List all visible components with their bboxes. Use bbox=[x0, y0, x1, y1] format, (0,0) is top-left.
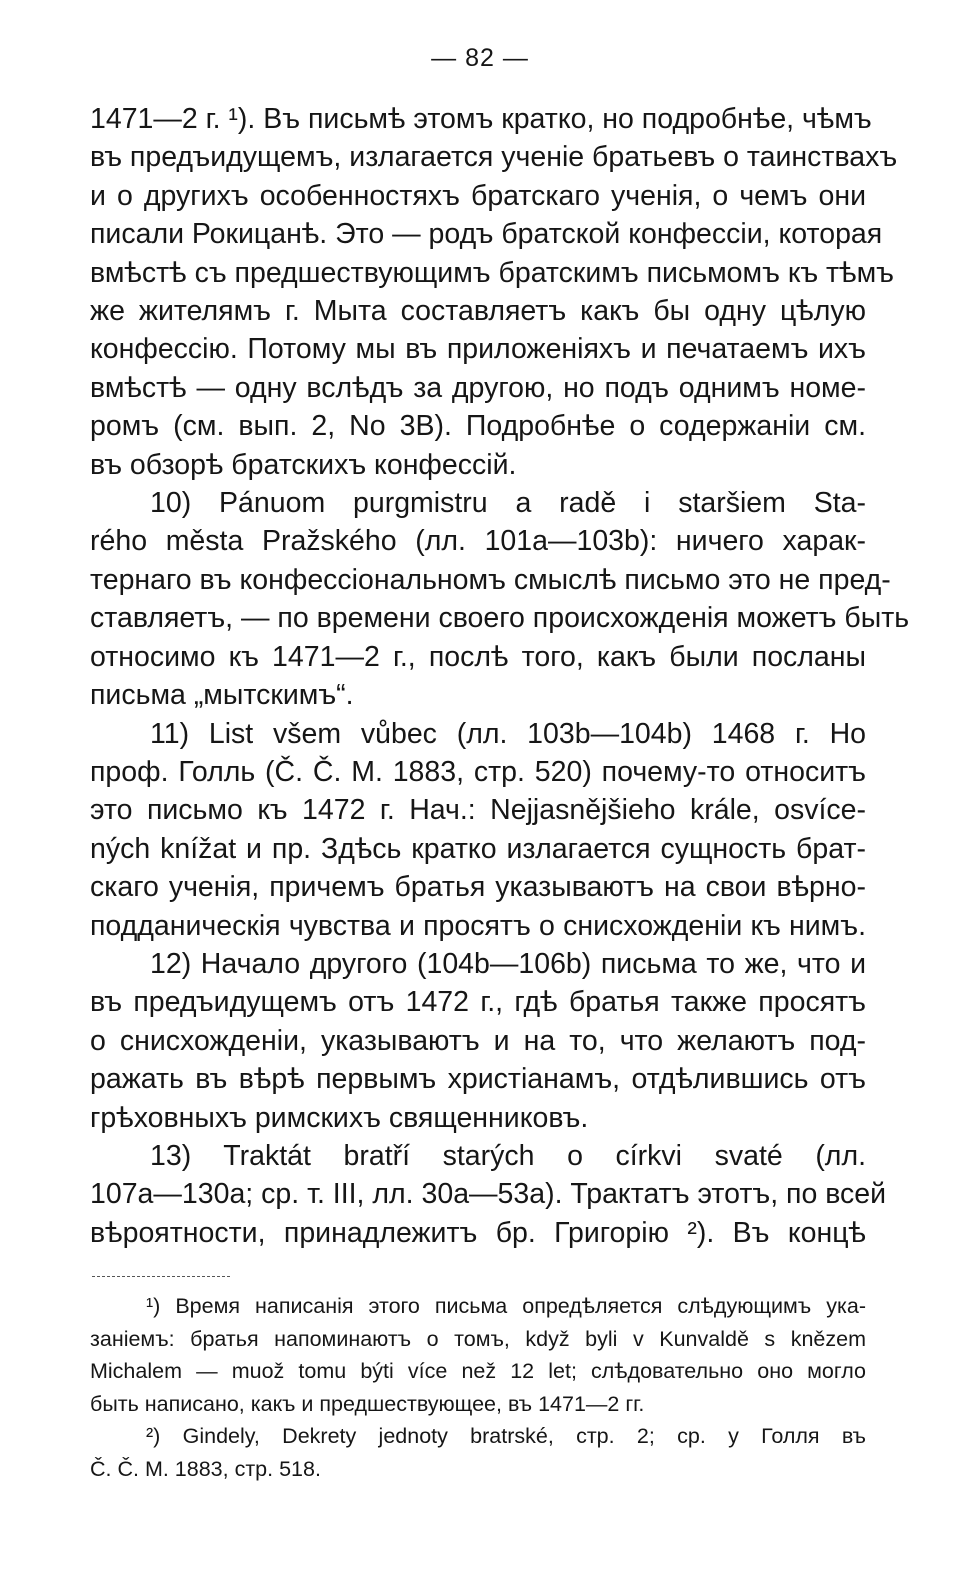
text-line: относимо къ 1471—2 г., послѣ того, какъ были посланы bbox=[90, 640, 866, 673]
text-line: въ предъидущемъ отъ 1472 г., гдѣ братья также просятъ bbox=[90, 986, 866, 1019]
text-line: ných knížat и пр. Здѣсь кратко излагается сущность брат- bbox=[90, 832, 866, 865]
paragraph-continuation bbox=[90, 100, 898, 484]
footnote-line: Č. Č. M. 1883, стр. 518. bbox=[90, 1456, 321, 1481]
text-line: вмѣстѣ — одну вслѣдъ за другою, но подъ однимъ номе- bbox=[90, 371, 866, 404]
text-line: скаго ученія, причемъ братья указываютъ на свои вѣрно- bbox=[90, 871, 866, 904]
text-line: и о другихъ особенностяхъ братскаго ученія, о чемъ они bbox=[90, 179, 866, 212]
text-line: ражать въ вѣрѣ первымъ христіанамъ, отдѣлившись отъ bbox=[90, 1063, 866, 1096]
footnote-divider bbox=[92, 1276, 230, 1277]
page-number: — 82 — bbox=[431, 44, 529, 72]
footnote-line: заніемъ: братья напоминаютъ о томъ, když byli v Kunvaldě s knězem bbox=[90, 1326, 866, 1351]
text-line: вѣроятности, принадлежитъ бр. Григорію ²). Въ концѣ bbox=[90, 1216, 866, 1249]
text-line: грѣховныхъ римскихъ священниковъ. bbox=[90, 1101, 589, 1134]
text-line: о снисхожденіи, указываютъ и на то, что желаютъ под- bbox=[90, 1024, 866, 1057]
paragraph-item-13 bbox=[90, 1137, 887, 1252]
footnote-1 bbox=[90, 1290, 866, 1420]
footnotes bbox=[90, 1290, 866, 1486]
text-line: ромъ (см. вып. 2, No 3B). Подробнѣе о содержаніи см. bbox=[90, 410, 866, 443]
footnote-line: ²) Gindely, Dekrety jednoty bratrské, стр. 2; ср. у Голля въ bbox=[146, 1424, 866, 1449]
text-line: проф. Голль (Č. Č. M. 1883, стр. 520) почему-то относитъ bbox=[90, 755, 866, 788]
paragraph-item-10 bbox=[90, 484, 910, 714]
footnote-2 bbox=[90, 1420, 866, 1485]
text-line: ставляетъ, — по времени своего происхожденія можетъ быть bbox=[90, 602, 910, 635]
text-line: это письмо къ 1472 г. Нач.: Nejjasnějšieho krále, osvíce- bbox=[90, 794, 866, 827]
text-line: 10) Pánuom purgmistru a radě i staršiem Sta- bbox=[150, 487, 866, 520]
text-line: въ обзорѣ братскихъ конфессій. bbox=[90, 448, 517, 481]
text-line: конфессію. Потому мы въ приложеніяхъ и печатаемъ ихъ bbox=[90, 333, 866, 366]
text-line: 107а—130а; ср. т. III, лл. 30а—53а). Трактатъ этотъ, по всей bbox=[90, 1178, 887, 1211]
main-text bbox=[90, 100, 910, 1252]
text-line: 11) List všem vůbec (лл. 103b—104b) 1468 г. Но bbox=[150, 717, 866, 750]
text-line: же жителямъ г. Мыта составляетъ какъ бы одну цѣлую bbox=[90, 295, 866, 328]
text-line: писали Рокицанѣ. Это — родъ братской конфессіи, которая bbox=[90, 218, 883, 251]
text-line: 13) Traktát bratří starých o církvi svaté (лл. bbox=[150, 1139, 866, 1172]
footnote-line: быть написано, какъ и предшествующее, въ 1471—2 гг. bbox=[90, 1391, 645, 1416]
text-line: вмѣстѣ съ предшествующимъ братскимъ письмомъ къ тѣмъ bbox=[90, 256, 894, 289]
text-line: письма „мытскимъ“. bbox=[90, 679, 354, 712]
text-line: 12) Начало другого (104b—106b) письма то же, что и bbox=[150, 947, 866, 980]
footnote-line: ¹) Время написанія этого письма опредѣляется слѣдующимъ ука- bbox=[146, 1294, 866, 1318]
paragraph-item-12 bbox=[90, 945, 866, 1137]
text-line: 1471—2 г. ¹). Въ письмѣ этомъ кратко, но подробнѣе, чѣмъ bbox=[90, 103, 872, 135]
paragraph-item-11 bbox=[90, 715, 866, 945]
text-line: rého města Pražského (лл. 101а—103b): ничего харак- bbox=[90, 525, 866, 558]
text-line: подданическія чувства и просятъ о снисхожденіи къ нимъ. bbox=[90, 909, 866, 942]
text-line: тернаго въ конфессіональномъ смыслѣ письмо это не пред- bbox=[90, 563, 891, 596]
text-line: въ предъидущемъ, излагается ученіе братьевъ о таинствахъ bbox=[90, 141, 898, 174]
footnote-line: Michalem — muož tomu býti více než 12 let; слѣдовательно оно могло bbox=[90, 1359, 866, 1384]
